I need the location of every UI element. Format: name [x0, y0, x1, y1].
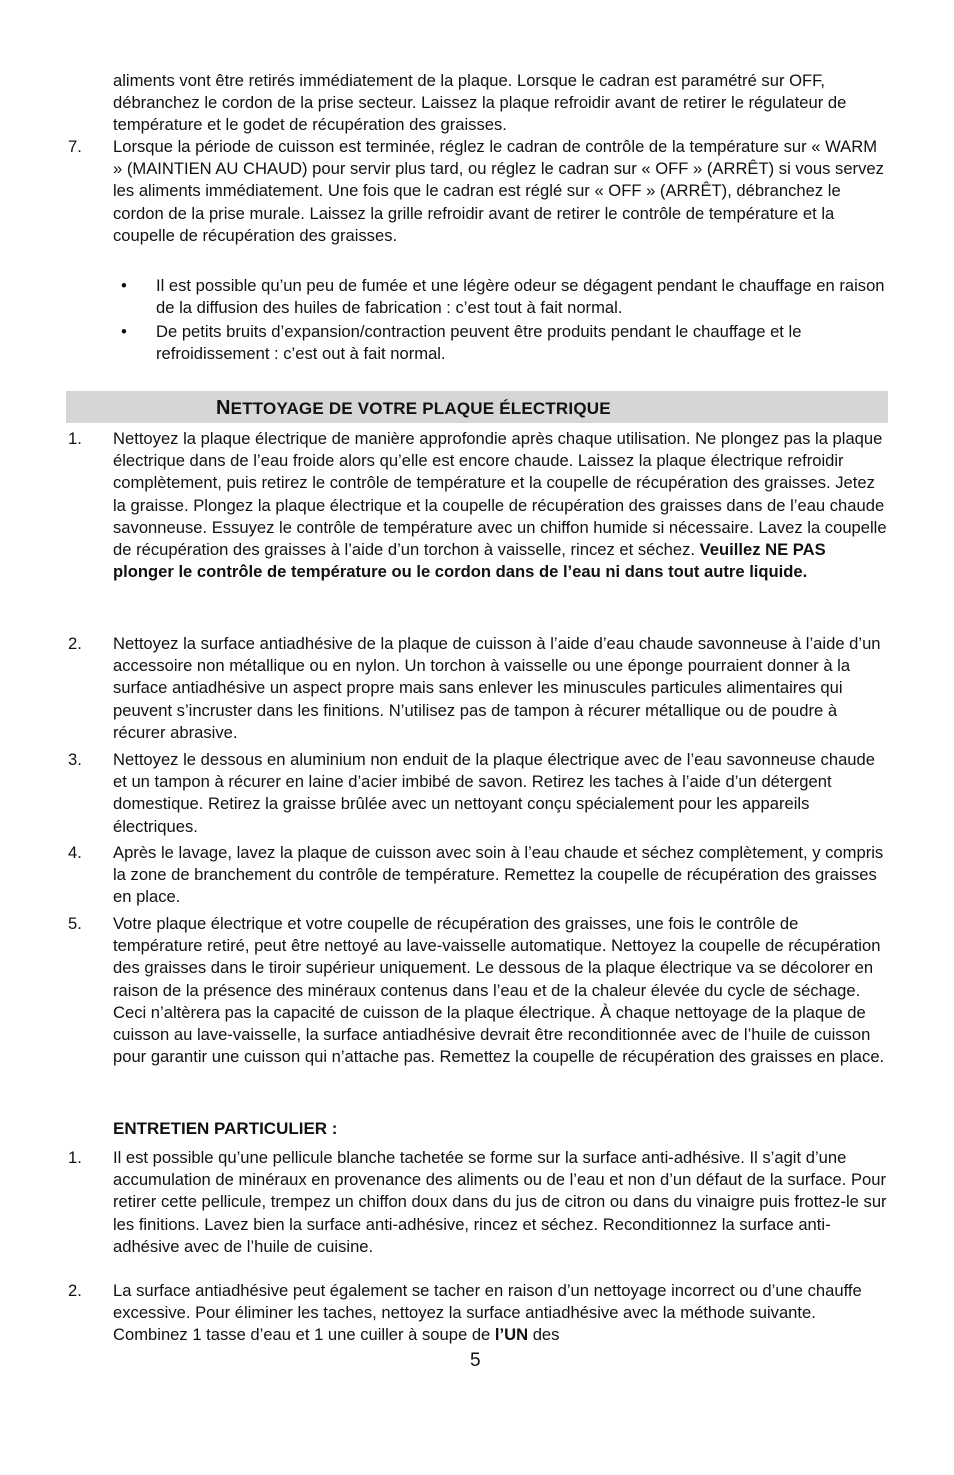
cleaning-3-number: 3. — [68, 750, 82, 769]
cleaning-4-text: Après le lavage, lavez la plaque de cuisson avec soin à l’eau chaude et séchez complètement, y compris la zone de branchement du contrôle de température. Remettez la coupelle de récupération des graisses en place. — [113, 843, 884, 907]
special-1-number: 1. — [68, 1148, 82, 1167]
special-1-text: Il est possible qu’une pellicule blanche tachetée se forme sur la surface anti-adhésive. Il s’agit d’une accumulation de minéraux en provenance des aliments ou de l’eau et non d’un défaut de la surface. Pour retirer cette pellicule, trempez un chiffon doux dans du jus de citron ou dans du vinaigre puis frottez-le sur les finitions. Lavez bien la surface anti-adhésive, rincez et séchez. Reconditionnez la surface anti-adhésive avec de l’huile de cuisine. — [113, 1148, 887, 1256]
bullet-2-text: De petits bruits d’expansion/contraction peuvent être produits pendant le chauffage et le refroidissement : c’est out à fait normal. — [156, 322, 802, 364]
cleaning-5-text: Votre plaque électrique et votre coupelle de récupération des graisses, une fois le contrôle de température retiré, peut être nettoyé au lave-vaisselle automatique. Nettoyez la coupelle de récupération des graisses dans le tiroir supérieur uniquement. Le dessous de la plaque électrique va se décolorer en raison de la présence des minéraux contenus dans l’eau et de la chaleur élevée du cycle de séchage. Ceci n’altèrera pas la capacité de cuisson de la plaque électrique. À chaque nettoyage de la plaque de cuisson au lave-vaisselle, la surface antiadhésive devrait être reconditionnée avec de l’huile de cuisson pour garantir une cuisson qui n’attache pas. Remettez la coupelle de récupération des graisses en place. — [113, 914, 885, 1067]
special-2-number: 2. — [68, 1281, 82, 1300]
section-heading — [216, 394, 611, 423]
cleaning-2-number: 2. — [68, 634, 82, 653]
bullet-1-text: Il est possible qu’un peu de fumée et une légère odeur se dégagent pendant le chauffage en raison de la diffusion des huiles de fabrication : c’est tout à fait normal. — [156, 276, 885, 318]
section-heading-rest: ETTOYAGE DE VOTRE PLAQUE ÉLECTRIQUE — [230, 399, 611, 418]
intro-continuation: aliments vont être retirés immédiatement de la plaque. Lorsque le cadran est paramétré sur OFF, débranchez le cordon de la prise secteur. Laissez la plaque refroidir avant de retirer le régulateur de température et le godet de récupération des graisses. — [113, 71, 847, 135]
cleaning-1-text — [113, 428, 888, 583]
cleaning-4-number: 4. — [68, 843, 82, 862]
section-heading-initial: N — [216, 397, 231, 419]
special-2-emphasis: l’UN — [494, 1325, 529, 1345]
cleaning-1-number: 1. — [68, 429, 82, 448]
cleaning-1-warning: Veuillez NE PAS plonger le contrôle de température ou le cordon dans de l’eau ni dans tout autre liquide. — [113, 540, 826, 582]
cleaning-1-body: Nettoyez la plaque électrique de manière approfondie après chaque utilisation. Ne plongez pas la plaque électrique dans de l’eau froide alors qu’elle est encore chaude. Laissez la plaque électrique refroidir complètement, puis retirez le contrôle de température et la coupelle de récupération des graisses. Jetez la graisse. Plongez la plaque électrique et la coupelle de récupération des graisses dans de l’eau chaude savonneuse. Essuyez le contrôle de température avec un chiffon humide si nécessaire. Lavez la coupelle de récupération des graisses à l’aide d’un torchon à vaisselle, rincez et séchez. — [113, 429, 887, 560]
special-maintenance-title: ENTRETIEN PARTICULIER : — [113, 1119, 338, 1138]
special-2-body: La surface antiadhésive peut également se tacher en raison d’un nettoyage incorrect ou d’une chauffe excessive. Pour éliminer les taches, nettoyez la surface antiadhésive avec la méthode suivante. Combinez 1 tasse d’eau et 1 une cuiller à soupe de — [113, 1281, 862, 1345]
step-7-number: 7. — [68, 137, 82, 156]
cleaning-3-text: Nettoyez le dessous en aluminium non enduit de la plaque électrique avec de l’eau savonneuse chaude et un tampon à récurer en laine d’acier imbibé de savon. Retirez les taches à l’aide d’un détergent domestique. Retirez la graisse brûlée avec un nettoyant conçu spécialement pour les appareils électriques. — [113, 750, 875, 836]
bullet-2-symbol: • — [121, 322, 127, 341]
cleaning-2-text: Nettoyez la surface antiadhésive de la plaque de cuisson à l’aide d’eau chaude savonneuse à l’aide d’un accessoire non métallique ou en nylon. Un torchon à vaisselle ou une éponge pourraient donner à la surface antiadhésive un aspect propre mais sans enlever les minuscules particules alimentaires qui peuvent s’incruster dans les finitions. N’utilisez pas de tampon à récurer métallique ou de poudre à récurer abrasive. — [113, 634, 881, 742]
special-2-text — [113, 1280, 888, 1347]
cleaning-5-number: 5. — [68, 914, 82, 933]
step-7-text: Lorsque la période de cuisson est terminée, réglez le cadran de contrôle de la température sur « WARM » (MAINTIEN AU CHAUD) pour servir plus tard, ou réglez le cadran sur « OFF » (ARRÊT) si vous servez les aliments immédiatement. Une fois que le cadran est réglé sur « OFF » (ARRÊT), débranchez le cordon de la prise murale. Laissez la grille refroidir avant de retirer le contrôle de température et la coupelle de récupération des graisses. — [113, 137, 884, 245]
bullet-1-symbol: • — [121, 276, 127, 295]
special-2-after: des — [528, 1325, 560, 1345]
page-number: 5 — [470, 1350, 481, 1371]
